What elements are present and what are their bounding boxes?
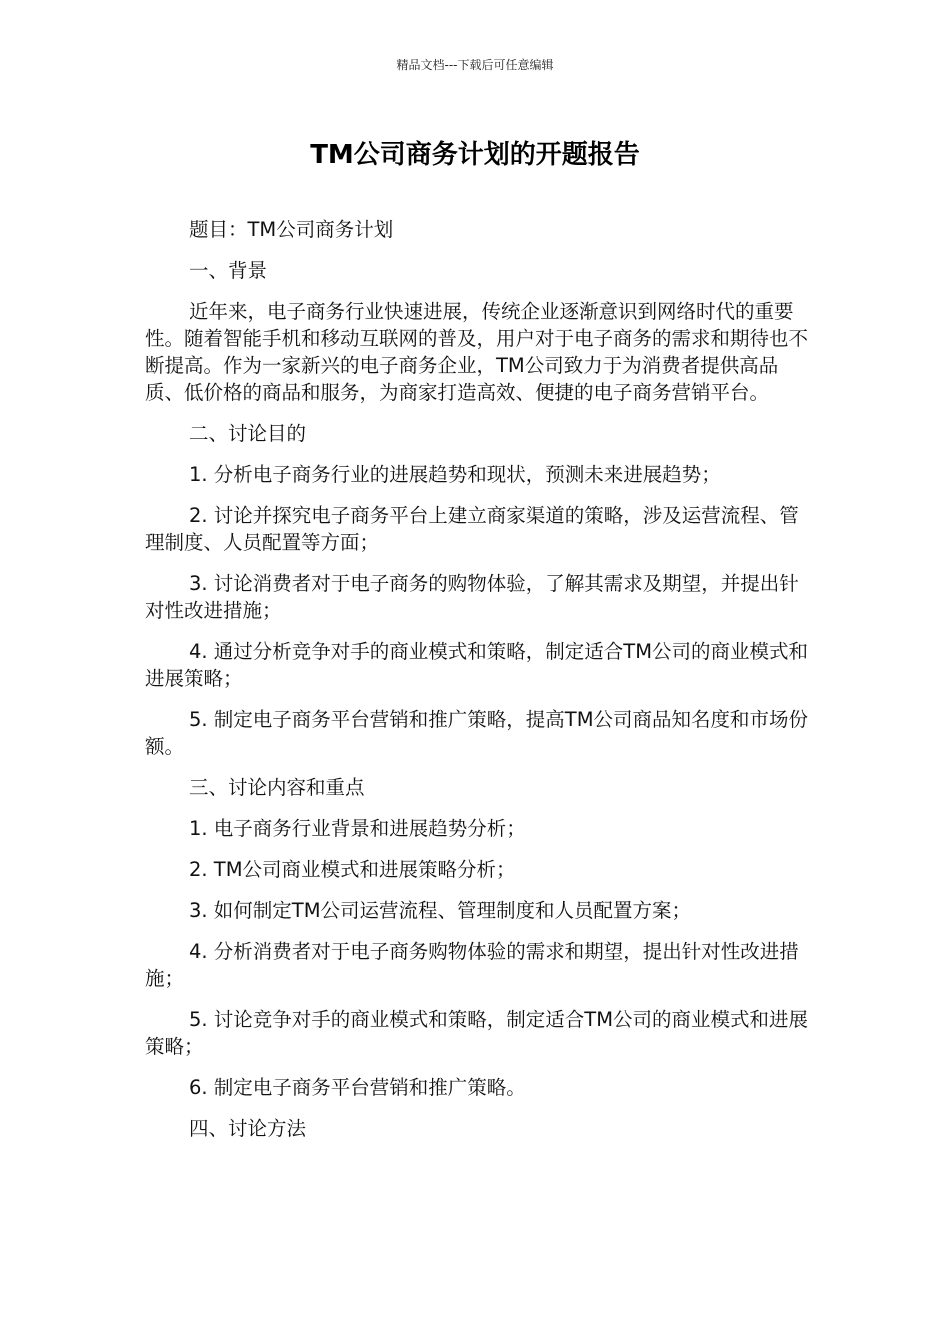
section-heading-background: 一、背景 xyxy=(189,259,268,282)
topic-line: 题目：TM公司商务计划 xyxy=(189,218,394,241)
document-body xyxy=(145,216,810,1156)
content-item-4: 4. 分析消费者对于电子商务购物体验的需求和期望，提出针对性改进措施； xyxy=(145,940,799,990)
purpose-item-1: 1. 分析电子商务行业的进展趋势和现状，预测未来进展趋势； xyxy=(189,463,721,486)
content-item-2: 2. TM公司商业模式和进展策略分析； xyxy=(189,858,516,881)
content-item-6: 6. 制定电子商务平台营销和推广策略。 xyxy=(189,1076,526,1099)
content-item-5: 5. 讨论竞争对手的商业模式和策略，制定适合TM公司的商业模式和进展策略； xyxy=(145,1008,809,1058)
section-heading-purpose: 二、讨论目的 xyxy=(189,422,307,445)
purpose-item-5: 5. 制定电子商务平台营销和推广策略，提高TM公司商品知名度和市场份额。 xyxy=(145,708,809,758)
purpose-item-2: 2. 讨论并探究电子商务平台上建立商家渠道的策略，涉及运营流程、管理制度、人员配置等方面； xyxy=(145,504,799,554)
section-heading-method: 四、讨论方法 xyxy=(189,1117,307,1140)
document-title: TM公司商务计划的开题报告 xyxy=(310,140,640,170)
content-item-1: 1. 电子商务行业背景和进展趋势分析； xyxy=(189,817,526,840)
purpose-item-4: 4. 通过分析竞争对手的商业模式和策略，制定适合TM公司的商业模式和进展策略； xyxy=(145,640,809,690)
content-item-3: 3. 如何制定TM公司运营流程、管理制度和人员配置方案； xyxy=(189,899,692,922)
page-header: 精品文档---下载后可任意编辑 xyxy=(396,58,554,72)
purpose-item-3: 3. 讨论消费者对于电子商务的购物体验，了解其需求及期望，并提出针对性改进措施； xyxy=(145,572,799,622)
section-heading-content: 三、讨论内容和重点 xyxy=(189,776,365,799)
background-paragraph: 近年来，电子商务行业快速进展，传统企业逐渐意识到网络时代的重要性。随着智能手机和移动互联网的普及，用户对于电子商务的需求和期待也不断提高。作为一家新兴的电子商务企业，TM公司致力于为消费者提供高品质、低价格的商品和服务，为商家打造高效、便捷的电子商务营销平台。 xyxy=(145,300,809,404)
